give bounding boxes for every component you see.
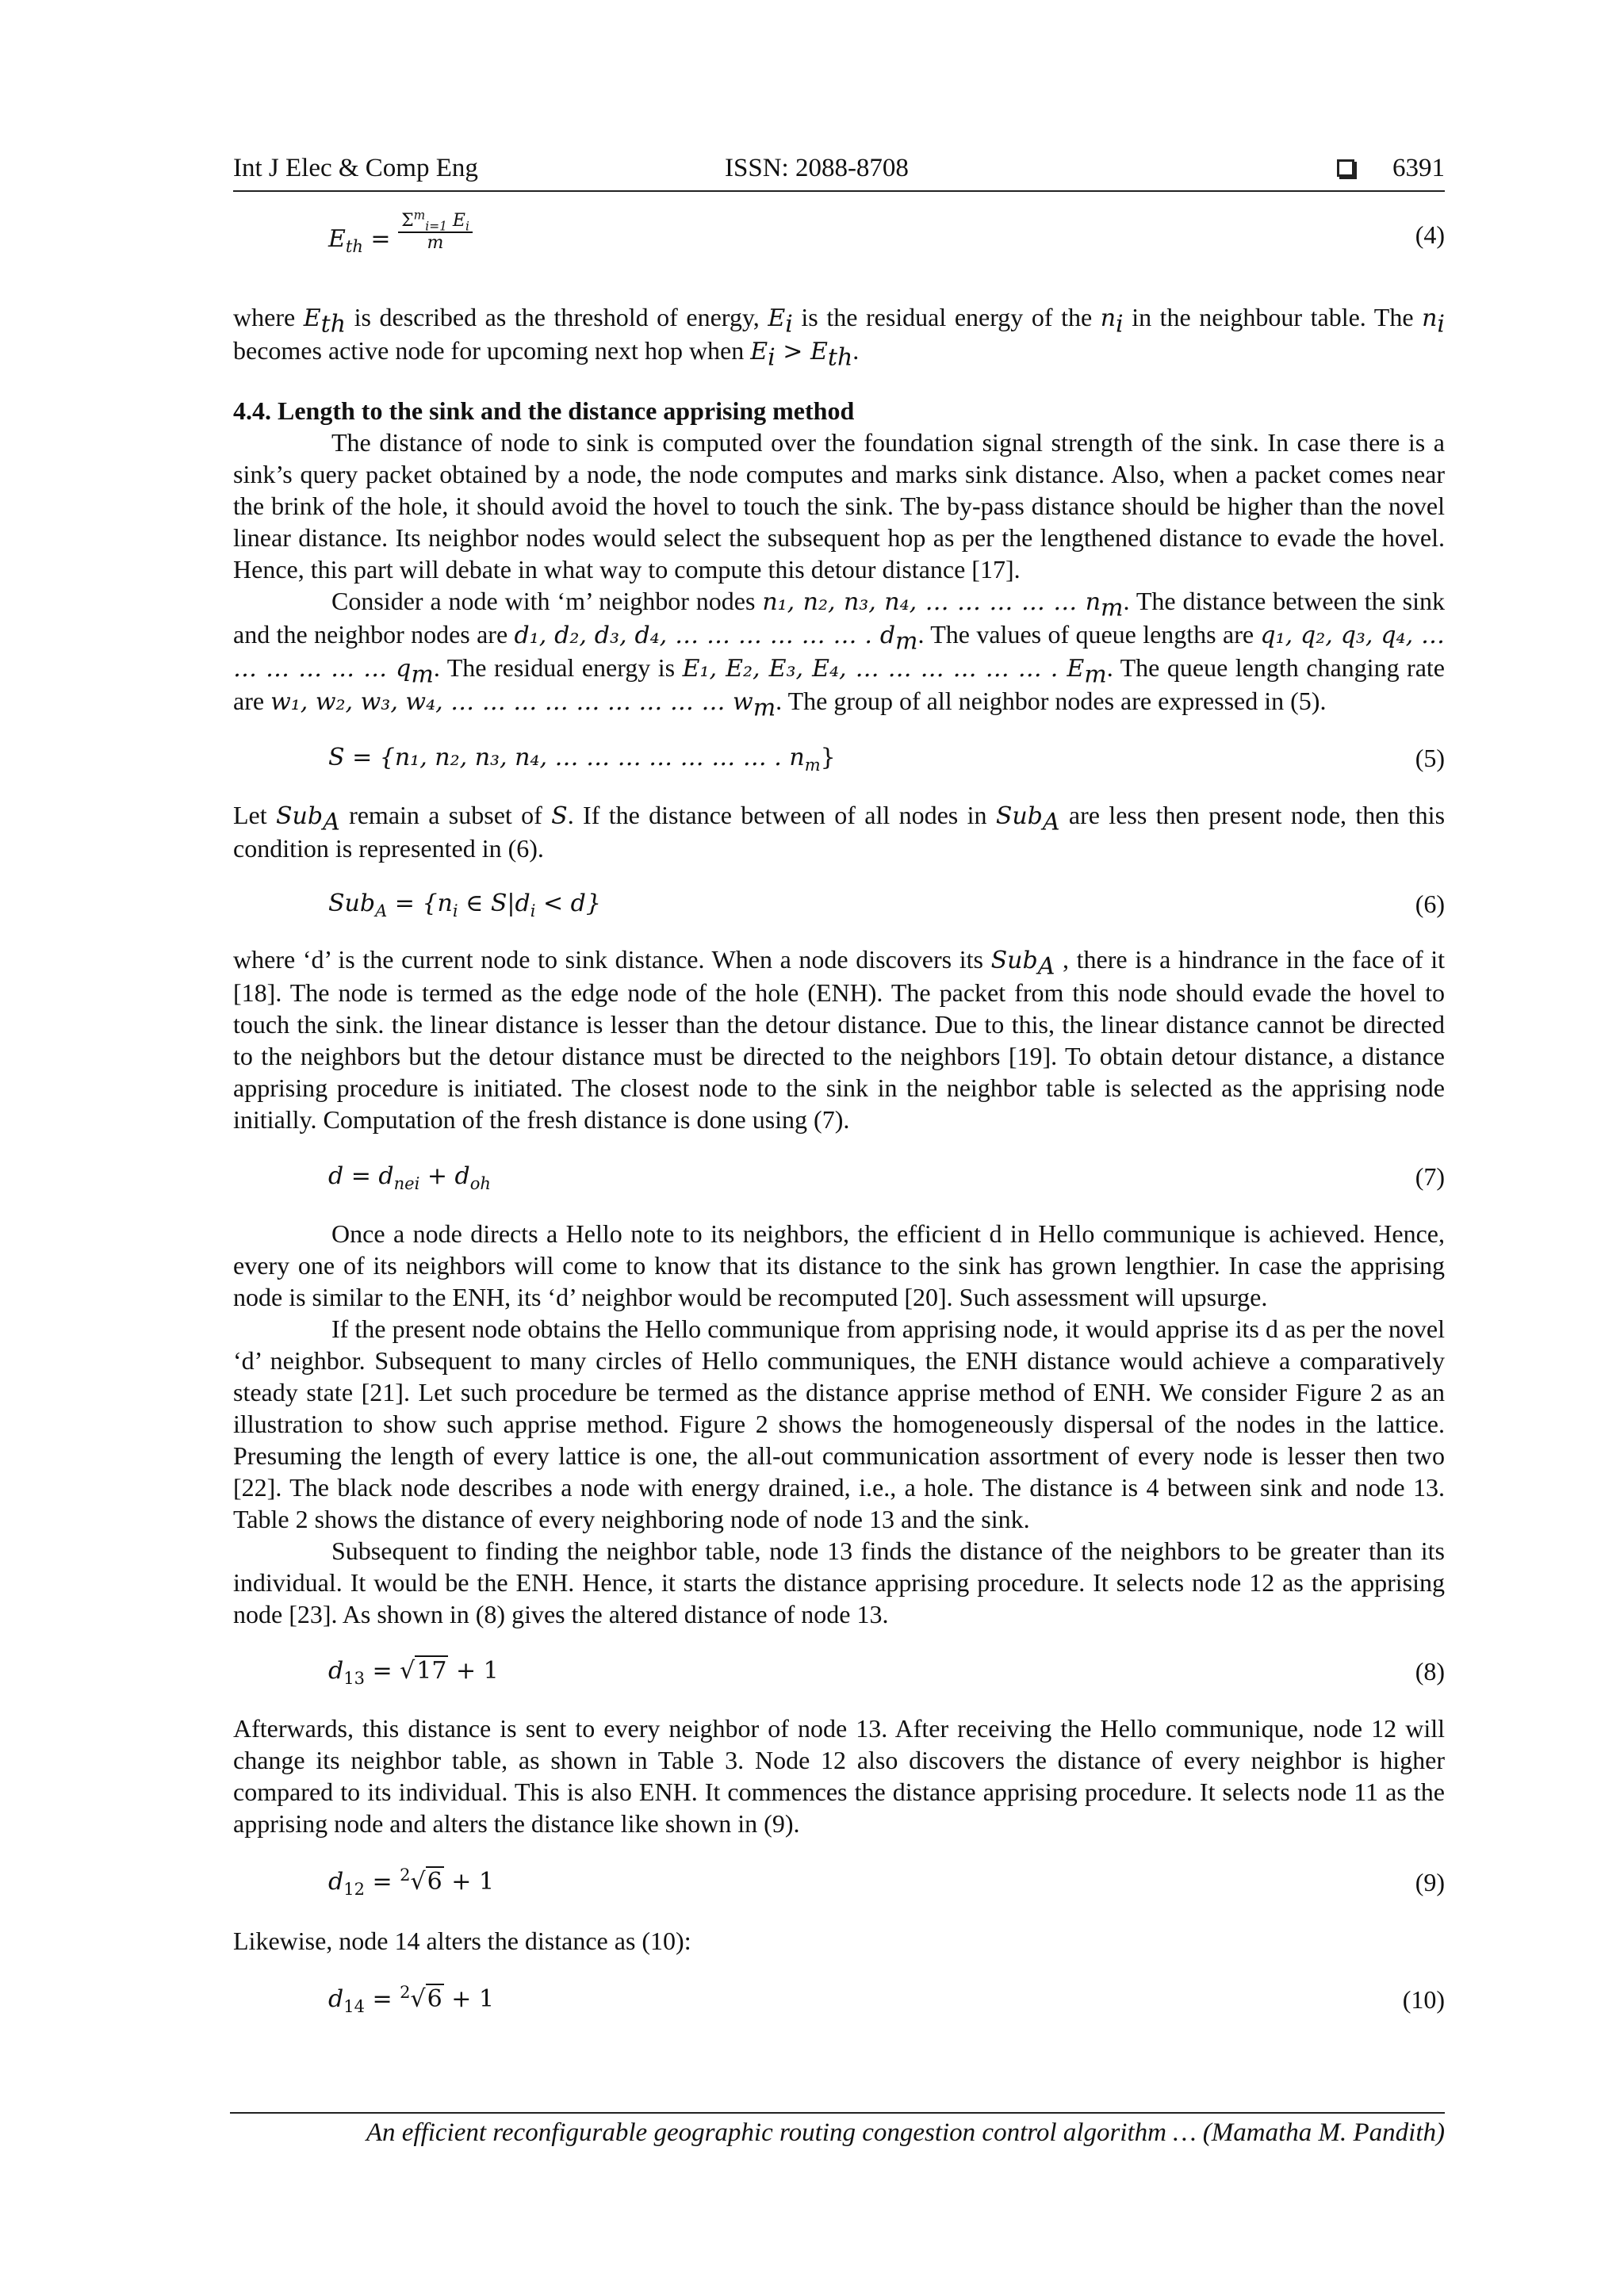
p1-math: n	[1100, 304, 1116, 332]
p1-math: E	[768, 304, 786, 332]
p3-math-sub: m	[753, 694, 776, 722]
p5-text: where ‘d’ is the current node to sink distance. When a node discovers its	[233, 945, 991, 974]
equation-10-expression	[328, 1984, 494, 2015]
square-bullet-icon	[1337, 159, 1354, 177]
eq9-root-index: 2	[400, 1866, 411, 1885]
equation-6	[233, 888, 1445, 920]
equation-9	[233, 1866, 1445, 1898]
paragraph-apprise-method: If the present node obtains the Hello communique from apprising node, it would apprise its d as per the novel ‘d’ neighbor. Subsequent to many circles of Hello communiques, the ENH distance would achieve a comparatively steady state [21]. Let such procedure be termed as the distance apprise method of ENH. We consider Figure 2 as an illustration to show such apprise method. Figure 2 shows the homogeneously dispersal of the nodes in the lattice. Presuming the length of every lattice is one, the all-out communication assortment of every node is lesser then two [22]. The black node describes a node with energy drained, i.e., a hole. The distance is 4 between sink and node 13. Table 2 shows the distance of every neighboring node of node 13 and the sink.	[233, 1314, 1445, 1533]
equation-5	[233, 742, 1445, 774]
p1-math: n	[1422, 304, 1438, 332]
paragraph-subset	[233, 799, 1445, 864]
p3-math: w₁, w₂, w₃, w₄, … … … … … … … … … w	[270, 688, 753, 716]
p4-math: Sub	[275, 802, 324, 830]
eq10-lhs: d	[328, 1985, 344, 2013]
eq5-close: }	[820, 744, 836, 771]
eq4-lhs: E	[328, 225, 346, 253]
running-header	[233, 154, 1445, 192]
eq5-body: S = {n₁, n₂, n₃, n₄, … … … … … … … . n	[328, 744, 805, 771]
eq4-denominator	[398, 233, 473, 254]
p1-text: where	[233, 303, 304, 331]
equation-8	[233, 1655, 1445, 1687]
p3-math-sub: m	[1084, 660, 1107, 689]
p3-math: q₁, q₂, q₃, q₄, … … … … … … q	[233, 622, 1446, 683]
p1-math: E	[303, 304, 321, 332]
equation-4	[233, 208, 1445, 268]
p1-math-sub: i	[785, 310, 793, 339]
sum-lower: i=1	[425, 219, 447, 234]
eq4-numerator	[398, 208, 473, 234]
eq10-tail: + 1	[443, 1985, 495, 2013]
equation-6-expression	[328, 888, 601, 920]
equation-10	[233, 1984, 1445, 2015]
p3-text: . The queue length changing rate are	[233, 653, 1446, 715]
p1-text: becomes active node for upcoming next hop when	[233, 336, 751, 365]
p4-math-sub: A	[323, 808, 340, 836]
equation-9-number: (9)	[1415, 1868, 1445, 1896]
eq6-rhs: = {n	[387, 890, 453, 917]
equation-4-expression: $E_{th}$ = $\frac{\Sigma^m_{i=1} E_i}{m}$	[328, 219, 473, 262]
eq9-root-sign: √	[410, 1868, 426, 1896]
p3-math: d₁, d₂, d₃, d₄, … … … … … … . d	[514, 622, 896, 649]
eq8-radicand: 17	[416, 1657, 447, 1685]
eq10-mid: =	[364, 1985, 400, 2013]
equation-7-expression	[328, 1161, 491, 1192]
eq10-radicand: 6	[427, 1985, 442, 2013]
p1-math-sub: i	[1116, 310, 1124, 339]
paragraph-node-12: Afterwards, this distance is sent to every neighbor of node 13. After receiving the Hello communique, node 12 will change its neighbor table, as shown in Table 3. Node 12 also discovers the distance of every neighbor is higher compared to its individual. This is also ENH. It commences the distance apprising procedure. It selects node 11 as the apprising node and alters the distance like shown in (9).	[233, 1714, 1445, 1838]
paragraph-node-14: Likewise, node 14 alters the distance as (10):	[233, 1927, 691, 1955]
paragraph-distance-intro: The distance of node to sink is computed over the foundation signal strength of the sink. In case there is a sink’s query packet obtained by a node, the node computes and marks sink distance. Also, when a packet comes near the brink of the hole, it should avoid the hovel to touch the sink. The by-pass distance should be higher than the novel linear distance. Its neighbor nodes would select the subsequent hop as per the lengthened distance to evade the hovel. Hence, this part will debate in what way to compute this detour distance [17].	[233, 428, 1445, 584]
footer-title: An efficient reconfigurable geographic routing congestion control algorithm … (Mamatha M. Pandith)	[366, 2118, 1445, 2147]
equation-7-number: (7)	[1415, 1162, 1445, 1191]
p4-text: Let	[233, 801, 276, 829]
eq7-mid: + d	[419, 1162, 470, 1190]
eq6-rhs: ∈ S|d	[458, 890, 530, 917]
sum-term: E	[452, 211, 465, 231]
p3-math: n₁, n₂, n₃, n₄, … … … … … n	[762, 588, 1101, 616]
p1-math-sub: th	[320, 310, 347, 339]
issn: ISSN: 2088-8708	[725, 154, 909, 182]
p3-text: . The values of queue lengths are	[917, 620, 1261, 649]
p1-math-sub: th	[827, 343, 853, 372]
eq9-radicand: 6	[427, 1868, 442, 1896]
eq4-lhs-sub: th	[345, 237, 363, 256]
eq7-sub: oh	[469, 1174, 491, 1193]
sum-upper: m	[413, 208, 426, 223]
p3-math-sub: m	[411, 660, 434, 689]
paragraph-hello-note: Once a node directs a Hello note to its neighbors, the efficient d in Hello communique is achieved. Hence, every one of its neighbors will come to know that its distance to the sink has grown lengthier. In case the apprising node is similar to the ENH, its ‘d’ neighbor would be recomputed [20]. Such assessment will upsurge.	[233, 1219, 1445, 1311]
sum-term-sub: i	[465, 219, 469, 234]
equation-4-number: (4)	[1415, 220, 1445, 249]
sum-symbol: Σ	[401, 211, 414, 231]
p4-math: Sub	[995, 802, 1043, 830]
p3-math: E₁, E₂, E₃, E₄, … … … … … … . E	[682, 655, 1085, 683]
eq7-lhs: d = d	[328, 1162, 394, 1190]
paragraph-node-13: Subsequent to finding the neighbor table, node 13 finds the distance of the neighbors to be greater than its individual. It would be the ENH. Hence, it starts the distance apprising procedure. It selects node 12 as the apprising node [23]. As shown in (8) gives the altered distance of node 13.	[233, 1536, 1445, 1628]
eq8-lhs-sub: 13	[343, 1669, 365, 1688]
eq6-lhs: Sub	[328, 890, 376, 917]
p3-text: . The group of all neighbor nodes are expressed in (5).	[776, 687, 1327, 715]
paragraph-threshold	[233, 301, 1446, 372]
eq9-tail: + 1	[443, 1868, 495, 1896]
eq9-lhs-sub: 12	[343, 1880, 365, 1899]
journal-name: Int J Elec & Comp Eng	[233, 154, 478, 182]
p1-text: in the neighbour table. The	[1123, 303, 1423, 331]
eq8-tail: + 1	[448, 1657, 499, 1685]
p1-math-op: >	[775, 338, 810, 365]
p1-text: is described as the threshold of energy,	[346, 303, 768, 331]
p1-text: .	[852, 336, 860, 365]
p4-text: are less then present node, then this condition is represented in (6).	[233, 801, 1446, 863]
eq10-root-sign: √	[410, 1985, 426, 2013]
p5-math-sub: A	[1037, 952, 1055, 981]
p3-text: . The distance between the sink and the neighbor nodes are	[233, 587, 1446, 649]
p1-text: is the residual energy of the	[792, 303, 1101, 331]
p1-math-sub: i	[768, 343, 776, 372]
eq8-mid: = √	[364, 1657, 416, 1685]
eq4-fraction	[398, 208, 473, 254]
equation-9-expression	[328, 1866, 494, 1898]
eq9-mid: =	[364, 1868, 400, 1896]
equation-10-number: (10)	[1402, 1985, 1445, 2014]
eq10-root-index: 2	[400, 1983, 411, 2002]
p1-math: E	[810, 338, 828, 365]
p4-text: remain a subset of	[339, 801, 552, 829]
page-body	[233, 208, 1445, 2015]
eq6-rhs: < d}	[535, 890, 601, 917]
paragraph-enh	[233, 943, 1445, 1135]
p4-text: . If the distance between of all nodes in	[567, 801, 996, 829]
p4-math: S	[551, 802, 568, 830]
eq6-rhs-sub: i	[530, 901, 536, 920]
section-heading: 4.4. Length to the sink and the distance apprising method	[233, 396, 855, 425]
p4-math-sub: A	[1042, 808, 1060, 836]
eq6-rhs-sub: i	[452, 901, 458, 920]
eq5-sub: m	[804, 756, 821, 775]
eq6-lhs-sub: A	[375, 901, 388, 920]
running-footer	[230, 2112, 1445, 2148]
equation-8-expression	[328, 1655, 499, 1687]
p3-math-sub: m	[895, 627, 918, 656]
equation-5-number: (5)	[1415, 744, 1445, 772]
eq10-lhs-sub: 14	[343, 1997, 365, 2016]
p5-text: , there is a hindrance in the face of it [18]. The node is termed as the edge node of the hole (ENH). The packet from this node should evade the hovel to touch the sink. the linear distance is lesser than the detour distance. Due to this, the linear distance cannot be directed to the neighbors but the detour distance must be directed to the neighbors [19]. To obtain detour distance, a distance apprising procedure is initiated. The closest node to the sink in the neighbor table is selected as the apprising node initially. Computation of the fresh distance is done using (7).	[233, 945, 1446, 1134]
p1-math-sub: i	[1437, 310, 1446, 339]
equation-6-number: (6)	[1415, 890, 1445, 918]
p3-math-sub: m	[1101, 594, 1124, 622]
eq4-den-value: m	[427, 233, 444, 253]
eq9-lhs: d	[328, 1868, 344, 1896]
p5-math: Sub	[990, 947, 1038, 974]
eq8-lhs: d	[328, 1657, 344, 1685]
equation-7	[233, 1161, 1445, 1192]
equation-5-expression	[328, 742, 836, 774]
paragraph-neighbor-sets	[233, 585, 1446, 722]
eq7-sub: nei	[393, 1174, 420, 1193]
p3-text: Consider a node with ‘m’ neighbor nodes	[331, 587, 763, 615]
p3-text: . The residual energy is	[433, 653, 683, 682]
page-number: 6391	[1392, 154, 1445, 182]
p1-math: E	[750, 338, 768, 365]
equation-8-number: (8)	[1415, 1657, 1445, 1686]
